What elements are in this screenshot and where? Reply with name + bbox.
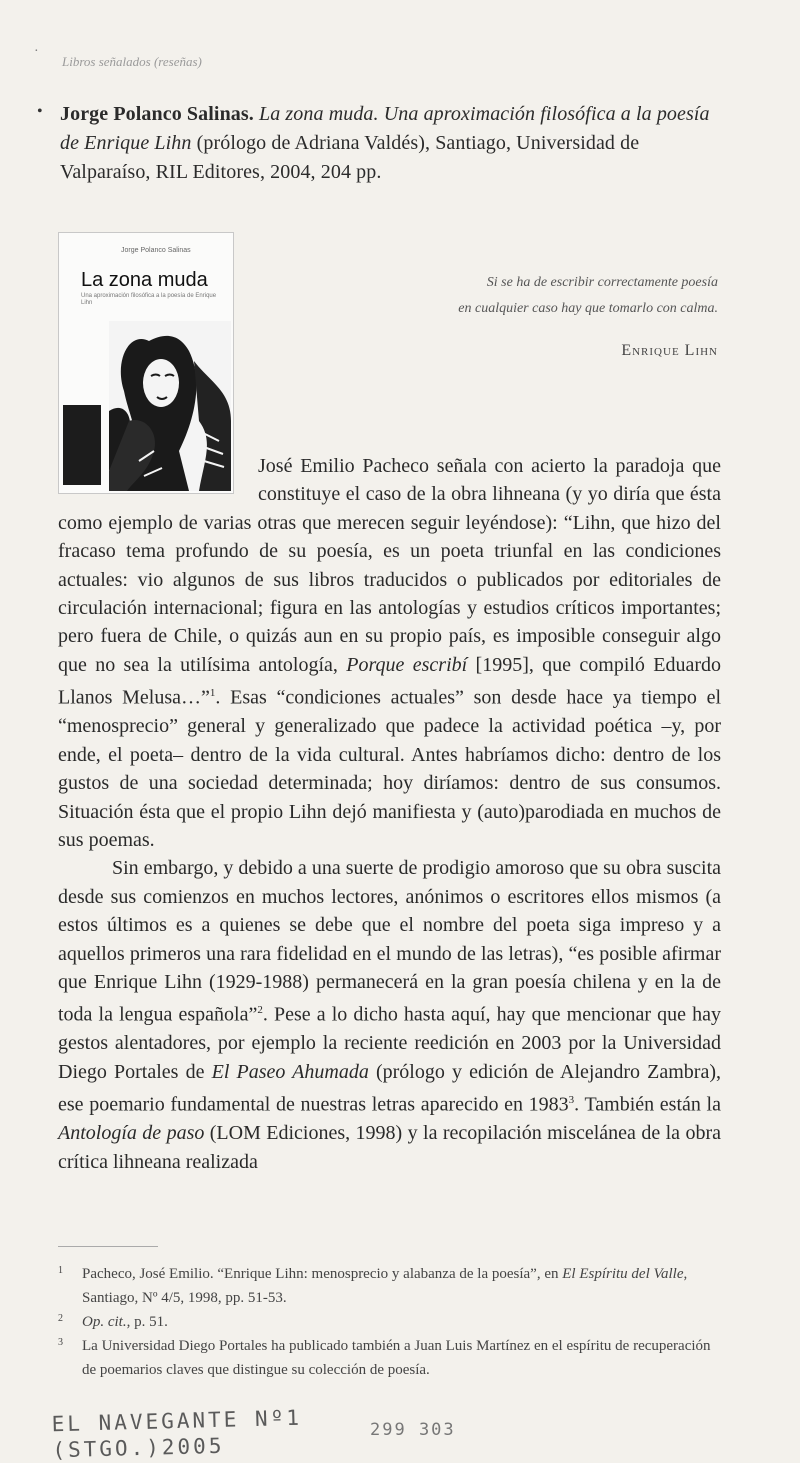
handwritten-note: EL NAVEGANTE Nº1 (STGO.)2005 [51,1405,303,1463]
footnote: 2 Op. cit., p. 51. [58,1310,721,1334]
epigraph [458,270,718,322]
footnote-ref[interactable]: 2 [257,1004,263,1017]
book-citation [60,100,722,187]
epigraph-author: Enrique Lihn [621,342,718,359]
book-title: Antología de paso [58,1122,205,1145]
paragraph: José Emilio Pacheco señala con acierto la paradoja que constituye el caso de la obra lihneana (y yo diría que ésta como ejemplo de varias otras que merecen seguir leyéndose): “Lihn, que hizo del fracaso tema profundo de su poesía, es un poeta triunfal en las condiciones actuales: vio algunos de sus libros traducidos o publicados por editoriales de circulación internacional; figura en las antologías y estudios críticos importantes; pero fuera de Chile, o quizás aun en su propio país, es imposible conseguir algo que no sea la utilísima antología, Porque escribí [1995], que compiló Eduardo Llanos Melusa…”$^1$. Esas “condiciones actuales” son desde hace ya tiempo el “menosprecio” general y generalizado que padece la actividad poética –y, por ende, el poeta– dentro de la vida cultural. Antes habríamos dicho: dentro de los gustos de una sociedad determinada; hoy diríamos: dentro de sus consumos. Situación ésta que el propio Lihn dejó manifiesta y (auto)parodiada en muchos de sus poemas. [58,452,721,854]
page-number: 299 303 [370,1420,456,1440]
body-text [58,452,721,1176]
citation-details: (prólogo de Adriana Valdés), Santiago, Universidad de Valparaíso, RIL Editores, 2004, 204 pp. [60,132,640,183]
cover-title: La zona muda [81,269,208,291]
stray-mark: · [34,44,39,59]
cover-author: Jorge Polanco Salinas [121,247,191,254]
footnote-ref[interactable]: 3 [568,1094,575,1107]
running-head: Libros señalados (reseñas) [62,54,202,69]
footnotes [58,1262,721,1382]
cover-subtitle: Una aproximación filosófica a la poesía de Enrique Lihn [81,293,217,306]
citation-author: Jorge Polanco Salinas. [60,103,254,125]
cover-wrap-space [58,452,258,508]
bullet-icon: • [37,103,43,120]
book-title: Porque escribí [346,653,468,676]
footnote: 1 Pacheco, José Emilio. “Enrique Lihn: menosprecio y alabanza de la poesía”, en El Espíritu del Valle, Santiago, Nº 4/5, 1998, pp. 51-53. [58,1262,721,1310]
book-title: El Paseo Ahumada [211,1060,369,1083]
epigraph-line: en cualquier caso hay que tomarlo con calma. [458,301,718,316]
footnote-divider [58,1246,158,1247]
footnote-number: 3 [58,1337,63,1348]
footnote: 3 La Universidad Diego Portales ha publicado también a Juan Luis Martínez en el espíritu de recuperación de poemarios claves que distingue su colección de poesía. [58,1334,721,1382]
paragraph: Sin embargo, y debido a una suerte de prodigio amoroso que su obra suscita desde sus comienzos en muchos lectores, anónimos o escritores ellos mismos (a estos últimos es a quienes se debe que el nombre del poeta siga impreso y a aquellos primeros una rara fidelidad en el mundo de las letras), “es posible afirmar que Enrique Lihn (1929-1988) permanecerá en la gran poesía chilena y en la de toda la lengua española”$^2$. Pese a lo dicho hasta aquí, hay que mencionar que hay gestos alentadores, por ejemplo la reciente reedición en 2003 por la Universidad Diego Portales de El Paseo Ahumada (prólogo y edición de Alejandro Zambra), ese poemario fundamental de nuestras letras aparecido en 1983$^3$. También están la Antología de paso (LOM Ediciones, 1998) y la recopilación miscelánea de la obra crítica lihneana realizada [58,857,722,1173]
footnote-ref[interactable]: 1 [209,687,216,700]
epigraph-line: Si se ha de escribir correctamente poesía [486,275,718,290]
footnote-number: 1 [58,1265,63,1276]
citation-title: La zona muda. Una aproximación filosófica a la poesía de Enrique Lihn [60,103,710,154]
footnote-number: 2 [58,1313,63,1324]
